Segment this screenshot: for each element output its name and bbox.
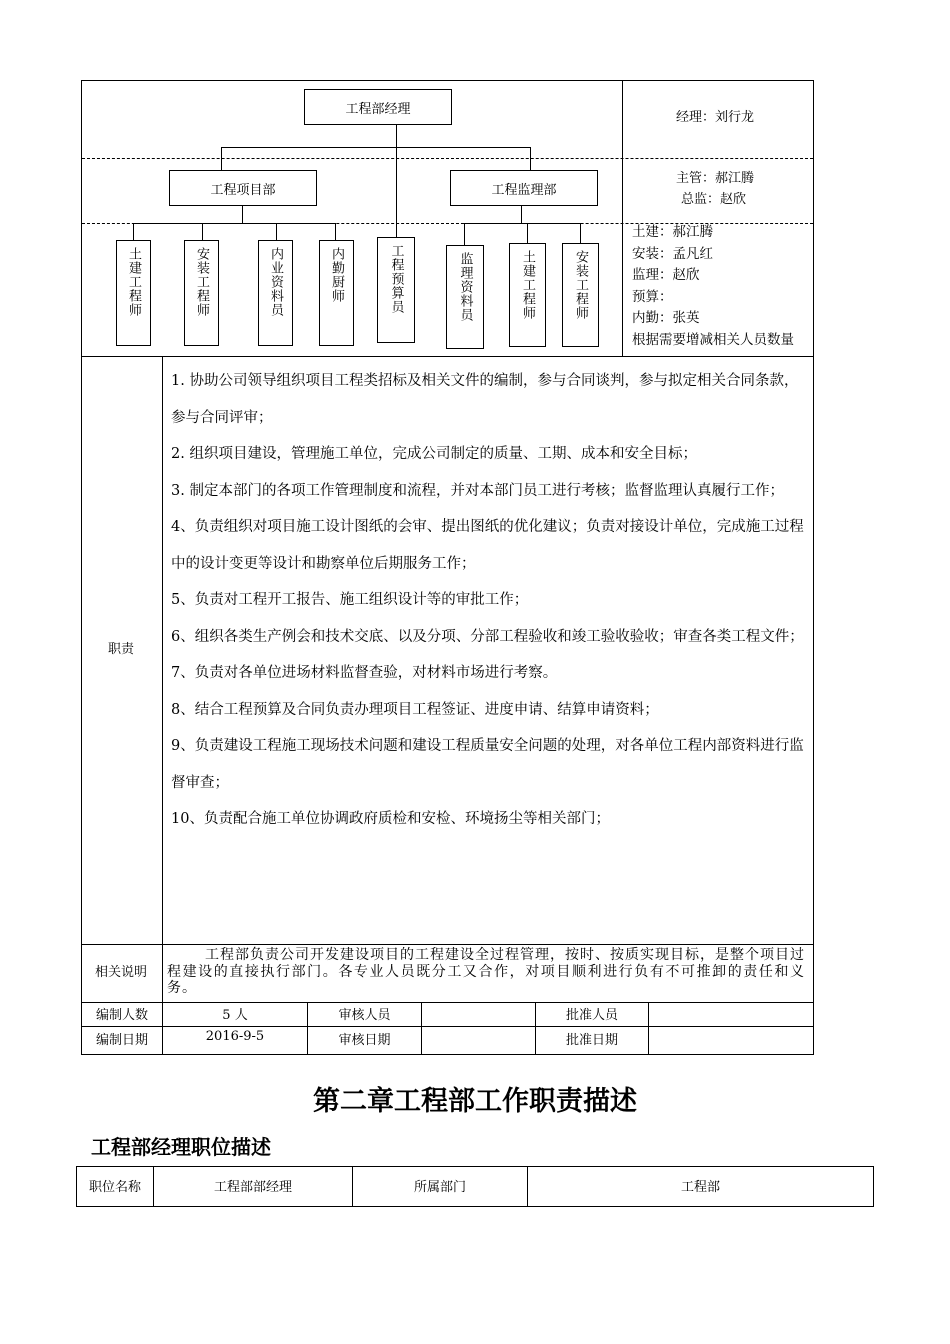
footer-col [648,1002,649,1055]
manager-name: 经理：刘行龙 [676,110,755,125]
section-title: 工程部经理职位描述 [91,1135,271,1159]
staff-item: 土建：郝江腾 [632,224,713,240]
staff-item: 内勤：张英 [632,310,700,326]
connector [133,223,134,240]
footer-cell: 2016-9-5 [205,1029,265,1044]
staff-list [632,222,794,351]
connector [133,223,336,224]
row-divider [81,356,814,357]
duty-item: 8、结合工程预算及合同负责办理项目工程签证、进度申请、结算申请资料； [171,701,659,718]
label-column-divider [162,356,163,944]
duty-item: 1. 协助公司领导组织项目工程类招标及相关文件的编制，参与合同谈判，参与拟定相关合同条款，参与合同评审； [171,373,799,426]
chapter-title: 第二章工程部工作职责描述 [313,1086,637,1117]
position-cell: 所属部门 [413,1180,466,1195]
org-top-box [304,89,452,125]
footer-col [421,1002,422,1055]
org-bottom-label: 内勤厨师 [329,247,344,303]
org-bottom-box [509,243,546,347]
connector [221,147,531,148]
org-bottom-box [446,245,484,349]
dashed-separator [82,158,813,159]
org-bottom-box [319,240,354,346]
duties-list [171,363,808,838]
connector [580,223,581,243]
footer-cell: 审核日期 [338,1033,391,1048]
connector [530,147,531,170]
connector [521,206,522,223]
duty-item: 5、负责对工程开工报告、施工组织设计等的审批工作； [171,592,529,608]
org-bottom-label: 安装工程师 [194,247,209,317]
row-divider [81,1002,814,1003]
org-top-label: 工程部经理 [345,101,411,117]
org-bottom-label: 工程预算员 [388,244,404,314]
duty-item: 10、负责配合施工单位协调政府质检和安检、环境扬尘等相关部门； [171,811,610,827]
footer-cell: 编制日期 [95,1033,148,1048]
staff-item: 预算： [632,288,673,305]
connector [396,125,397,237]
position-cell: 职位名称 [88,1180,141,1195]
org-mid-label: 工程项目部 [210,182,276,198]
connector [276,223,277,240]
duty-item: 4、负责组织对项目施工设计图纸的会审、提出图纸的优化建议；负责对接设计单位，完成施工过程中的设计变更等设计和勘察单位后期服务工作； [171,519,804,572]
org-bottom-box [377,237,415,343]
duty-item: 3. 制定本部门的各项工作管理制度和流程，并对本部门员工进行考核；监督监理认真履行工作； [171,482,784,499]
connector [527,223,528,243]
connector [464,223,465,245]
connector [202,223,203,240]
duties-label: 职责 [108,642,135,657]
duty-item: 6、组织各类生产例会和技术交底、以及分项、分部工程验收和竣工验收验收；审查各类工程文件； [171,628,804,645]
footer-cell: 批准日期 [565,1033,618,1048]
footer-cell: 批准人员 [565,1008,618,1023]
staff-item: 监理：赵欣 [632,267,700,283]
org-bottom-label: 土建工程师 [126,247,141,317]
org-divider [622,80,623,356]
duty-item: 2. 组织项目建设，管理施工单位，完成公司制定的质量、工期、成本和安全目标； [171,446,697,462]
connector [335,223,336,240]
connector [464,223,581,224]
related-label: 相关说明 [95,965,148,980]
org-bottom-label: 土建工程师 [520,250,535,320]
org-mid-box-project [169,170,317,206]
staff-item: 根据需要增减相关人员数量 [632,331,794,348]
footer-cell: 5 人 [222,1008,248,1023]
footer-cell: 审核人员 [338,1008,391,1023]
connector [221,147,222,170]
org-mid-box-supervision [450,170,598,206]
director-name: 总监：赵欣 [681,192,747,207]
position-cell: 工程部部经理 [213,1180,292,1195]
related-text: 工程部负责公司开发建设项目的工程建设全过程管理，按时、按质实现目标，是整个项目过程建设的直接执行部门。各专业人员既分工又合作，对项目顺利进行负有不可推卸的责任和义务。 [167,947,805,996]
staff-item: 安装：孟凡红 [632,245,713,262]
duty-item: 7、负责对各单位进场材料监督查验，对材料市场进行考察。 [171,665,558,681]
org-bottom-box [562,243,599,347]
label-column-divider [162,944,163,1002]
org-bottom-label: 内业资料员 [268,247,283,317]
supervisor-name: 主管：郝江腾 [676,171,755,186]
row-divider [81,1026,814,1027]
duty-item: 9、负责建设工程施工现场技术问题和建设工程质量安全问题的处理，对各单位工程内部资料进行监督审查； [171,738,804,791]
connector [242,206,243,223]
position-cell: 工程部 [680,1180,720,1195]
org-bottom-label: 安装工程师 [573,250,588,320]
org-bottom-box [258,240,293,346]
org-mid-label: 工程监理部 [491,182,557,198]
org-bottom-box [116,240,151,346]
footer-cell: 编制人数 [95,1008,148,1023]
org-bottom-box [184,240,219,346]
org-bottom-label: 监理资料员 [457,252,473,322]
row-divider [81,944,814,945]
